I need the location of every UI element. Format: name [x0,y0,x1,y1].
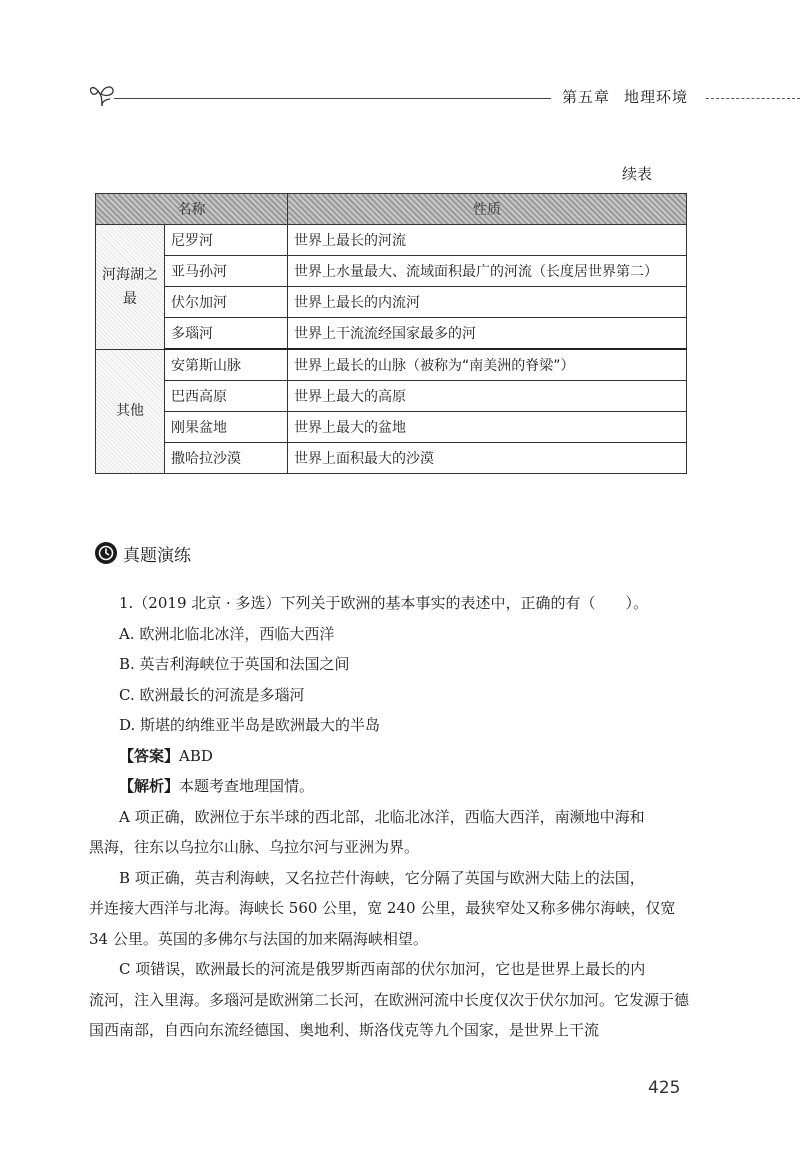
category-cell: 河海湖之最 [96,225,165,350]
page-header [88,82,800,112]
name-cell: 撒哈拉沙漠 [165,443,288,474]
explanation-b-first: B 项正确，英吉利海峡，又名拉芒什海峡，它分隔了英国与欧洲大陆上的法国， [119,868,645,887]
property-cell: 世界上最长的河流 [288,225,687,256]
chapter-number: 第五章 [562,88,611,106]
name-cell: 安第斯山脉 [165,349,288,381]
table-row [96,318,687,350]
table-row [96,225,687,256]
option-b: B. 英吉利海峡位于英国和法国之间 [119,655,350,673]
option-d: D. 斯堪的纳维亚半岛是欧洲最大的半岛 [119,716,381,734]
analysis-text: 本题考查地理国情。 [179,777,315,795]
column-header-name: 名称 [96,194,288,225]
explanation-a-rest: 黑海，往东以乌拉尔山脉、乌拉尔河与亚洲为界。 [89,838,420,856]
explanation-b-rest: 并连接大西洋与北海。海峡长 560 公里，宽 240 公里，最狭窄处又称多佛尔海峡，仅宽 34 公里。英国的多佛尔与法国的加来隔海峡相望。 [89,899,676,948]
table-row [96,287,687,318]
column-header-property: 性质 [288,194,687,225]
property-cell: 世界上最长的内流河 [288,287,687,318]
table-continued-label: 续表 [622,165,653,183]
category-cell: 其他 [96,349,165,474]
answer-line [119,741,689,772]
property-cell: 世界上干流流经国家最多的河 [288,318,687,350]
option-a: A. 欧洲北临北冰洋，西临大西洋 [119,624,335,643]
name-cell: 多瑙河 [165,318,288,350]
table-row [96,412,687,443]
table-row [96,381,687,412]
answer-label: 【答案】 [119,746,180,765]
section-title: 真题演练 [123,545,191,566]
name-cell: 巴西高原 [165,381,288,412]
sprout-icon [88,82,116,108]
question-stem: 1.（2019 北京 · 多选）下列关于欧洲的基本事实的表述中，正确的有（ ）。 [119,594,649,612]
explanation-a-first: A 项正确，欧洲位于东半球的西北部，北临北冰洋，西临大西洋，南濒地中海和 [119,807,645,826]
explanation-c-first: C 项错误，欧洲最长的河流是俄罗斯西南部的伏尔加河，它也是世界上最长的内 [119,960,646,978]
answer-value: ABD [179,746,213,765]
page-number: 425 [648,1078,681,1098]
analysis-line [119,771,689,802]
name-cell: 尼罗河 [165,225,288,256]
header-rule-right [706,98,800,99]
property-cell: 世界上最长的山脉（被称为“南美洲的脊梁”） [288,349,687,381]
table-row [96,256,687,287]
section-badge-icon [95,542,117,564]
property-cell: 世界上最大的高原 [288,381,687,412]
name-cell: 刚果盆地 [165,412,288,443]
table-row [96,349,687,381]
explanation-c-rest: 流河，注入里海。多瑙河是欧洲第二长河，在欧洲河流中长度仅次于伏尔加河。它发源于德国西南部，自西向东流经德国、奥地利、斯洛伐克等九个国家，是世界上干流 [89,990,690,1039]
section-heading [95,540,191,566]
option-c: C. 欧洲最长的河流是多瑙河 [119,685,305,704]
question-block [89,588,690,1046]
geography-records-table [95,193,687,474]
chapter-heading [562,86,702,107]
property-cell: 世界上面积最大的沙漠 [288,443,687,474]
header-rule-left [114,98,551,99]
chapter-topic: 地理环境 [624,88,689,106]
analysis-label: 【解析】 [119,777,180,795]
table-header-row [96,194,687,225]
property-cell: 世界上水量最大、流域面积最广的河流（长度居世界第二） [288,256,687,287]
property-cell: 世界上最大的盆地 [288,412,687,443]
name-cell: 亚马孙河 [165,256,288,287]
name-cell: 伏尔加河 [165,287,288,318]
table-row [96,443,687,474]
